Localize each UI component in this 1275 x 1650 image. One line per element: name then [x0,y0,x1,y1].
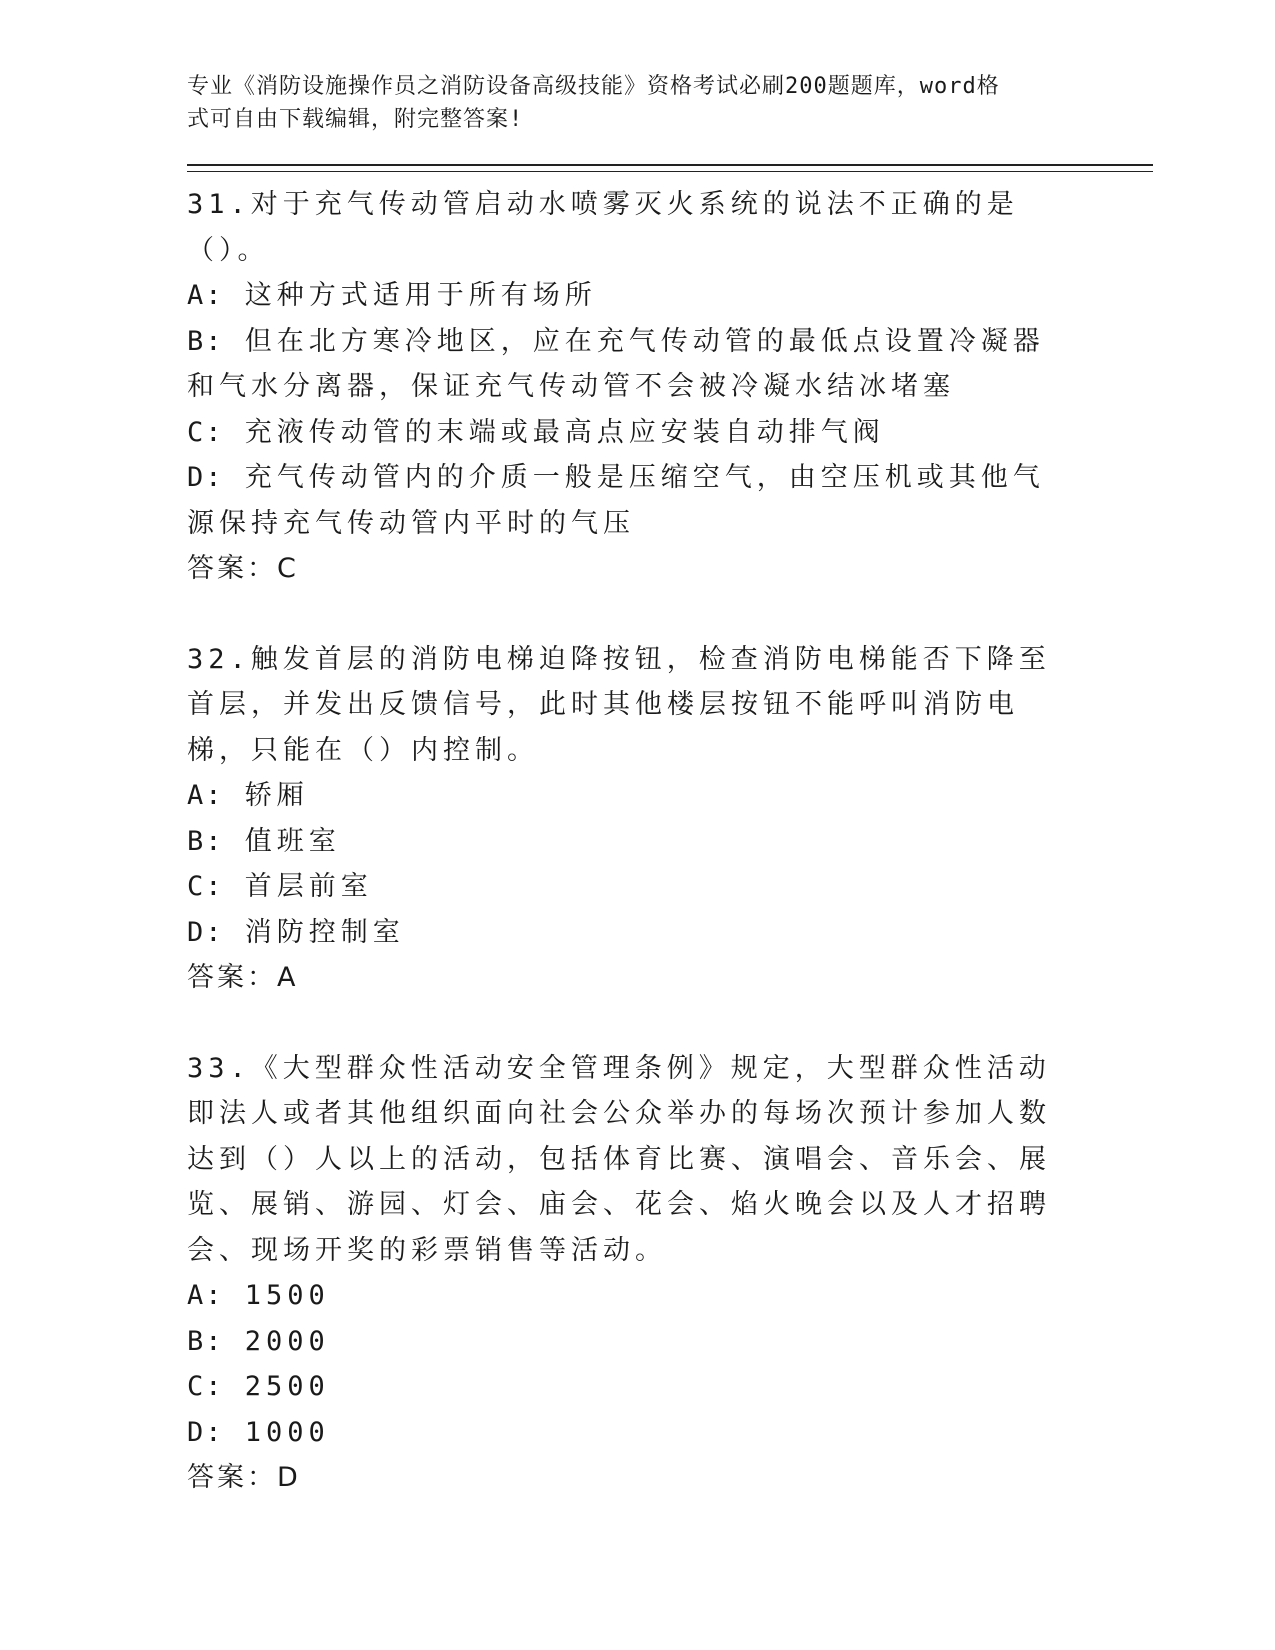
option-c [187,1364,1067,1410]
header-divider [187,164,1153,172]
option-text: 值班室 [244,825,341,857]
option-d [187,1410,1067,1456]
option-c [187,410,1067,456]
spacer [187,1001,1153,1046]
option-key: A: [187,780,224,811]
option-key: C: [187,1371,224,1402]
option-text: 2500 [244,1371,330,1402]
option-text: 但在北方寒冷地区，应在充气传动管的最低点设置冷凝器和气水分离器，保证充气传动管不会被冷凝水结冰堵塞 [187,325,1045,402]
option-b [187,819,1067,865]
option-c [187,864,1067,910]
option-text: 这种方式适用于所有场所 [244,280,597,311]
answer-label: 答案：A [187,962,299,993]
option-b [187,319,1067,410]
option-text: 首层前室 [244,871,373,902]
question-31 [187,182,1067,592]
answer-label: 答案：C [187,553,299,584]
option-a [187,1273,1067,1319]
document-page [187,70,1153,1501]
option-d [187,455,1067,546]
option-key: B: [187,1325,224,1357]
option-d [187,910,1067,956]
option-text: 轿厢 [244,780,309,811]
document-header [187,70,1067,136]
option-key: B: [187,325,224,357]
option-key: B: [187,825,224,857]
answer-label: 答案：D [187,1462,301,1493]
option-key: A: [187,280,224,311]
option-text: 消防控制室 [244,916,405,948]
option-text: 2000 [244,1325,330,1357]
option-a [187,273,1067,319]
option-key: A: [187,1280,224,1311]
option-key: D: [187,1416,224,1448]
option-text: 充液传动管的末端或最高点应安装自动排气阀 [244,416,885,448]
spacer [187,592,1153,637]
option-text: 1500 [244,1280,330,1311]
question-32 [187,637,1067,1001]
header-line-1: 专业《消防设施操作员之消防设备高级技能》资格考试必刷200题题库，word格 [187,74,1000,99]
option-b [187,1319,1067,1365]
option-key: C: [187,871,224,902]
option-text: 充气传动管内的介质一般是压缩空气，由空压机或其他气源保持充气传动管内平时的气压 [187,462,1045,539]
question-33 [187,1046,1067,1501]
option-key: C: [187,416,224,448]
question-stem: 31.对于充气传动管启动水喷雾灭火系统的说法不正确的是（）。 [187,189,1019,266]
option-key: D: [187,462,224,493]
option-key: D: [187,916,224,948]
question-stem: 32.触发首层的消防电梯迫降按钮，检查消防电梯能否下降至首层，并发出反馈信号，此时其他楼层按钮不能呼叫消防电梯，只能在（）内控制。 [187,643,1051,766]
option-text: 1000 [244,1416,330,1448]
header-line-2: 式可自由下载编辑，附完整答案! [187,107,524,132]
option-a [187,773,1067,819]
question-stem: 33.《大型群众性活动安全管理条例》规定，大型群众性活动即法人或者其他组织面向社会公众举办的每场次预计参加人数达到（）人以上的活动，包括体育比赛、演唱会、音乐会、展览、展销、游园、灯会、庙会、花会、焰火晚会以及人才招聘会、现场开奖的彩票销售等活动。 [187,1052,1051,1266]
